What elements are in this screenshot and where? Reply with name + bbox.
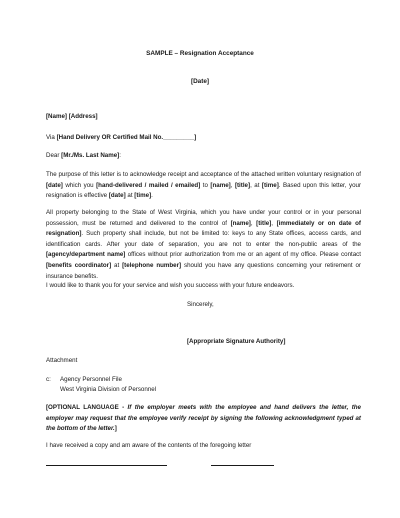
p2-agency: [agency/department name]: [46, 251, 126, 259]
p1-text-6: . Based upon this letter, your resignation is effective: [46, 181, 362, 200]
optional-language: [46, 403, 361, 435]
p1-delivery: [hand-delivered / mailed / emailed]: [96, 181, 201, 189]
p2-telephone: [telephone number]: [122, 261, 182, 269]
p2-timing: [immediately or on date of resignation]: [46, 219, 361, 238]
acknowledgment-text: I have received a copy and am aware of the contents of the foregoing letter: [46, 442, 252, 449]
p1-text-8: .: [151, 192, 153, 200]
paragraph-thanks: I would like to thank you for your service and wish you success with your future endeavors.: [46, 282, 295, 289]
p2-text-6: at: [111, 261, 123, 269]
p2-benefits-coordinator: [benefits coordinator]: [46, 261, 112, 269]
closing: Sincerely,: [187, 301, 214, 308]
p2-text-1: All property belonging to the State of West Virginia, which you have under your control or in your personal possession, must be returned and delivered to the control of: [46, 209, 361, 227]
delivery-method-line: [46, 133, 361, 144]
cc-line-2: West Virginia Division of Personnel: [60, 386, 157, 393]
p2-text-7: should you have any questions concerning your retirement or insurance benefits.: [46, 261, 361, 280]
p2-name: [name]: [230, 219, 251, 227]
salutation-prefix: Dear: [46, 152, 62, 159]
p1-effective-date: [date]: [108, 192, 126, 200]
delivery-method: [Hand Delivery OR Certified Mail No._________]: [56, 134, 197, 141]
p1-time: [time]: [261, 181, 279, 189]
salutation-suffix: :: [119, 152, 121, 159]
optional-body: If the employer meets with the employee and hand delivers the letter, the employer may request that the employee verify receipt by signing the following acknowledgment typed at the bottom of the letter.: [46, 404, 361, 433]
p1-name: [name]: [210, 181, 231, 189]
p1-effective-time: [time]: [134, 192, 152, 200]
salutation-name: [Mr./Ms. Last Name]: [61, 152, 120, 159]
cc-line-1: Agency Personnel File: [60, 376, 122, 383]
letter-date: [Date]: [190, 78, 210, 85]
recipient-address: [Name] [Address]: [46, 113, 98, 120]
p1-date: [date]: [46, 181, 63, 189]
p1-text-1: The purpose of this letter is to acknowledge receipt and acceptance of the attached written voluntary resignation of: [46, 171, 361, 178]
p1-title: [title]: [234, 181, 251, 189]
letter-title: SAMPLE – Resignation Acceptance: [146, 50, 254, 57]
p1-text-7: at: [125, 192, 135, 200]
cc-label: c:: [46, 376, 51, 383]
optional-label: [OPTIONAL LANGUAGE -: [46, 404, 128, 411]
attachment-label: Attachment: [46, 357, 78, 364]
employee-signature-line: [46, 465, 167, 466]
via-prefix: Via: [46, 134, 57, 141]
p2-text-2: ,: [250, 219, 257, 227]
p2-text-4: . Such property shall include, but not be limited to: keys to any State offices, access cards, and identification cards. After your date of separation, you are not to enter the non-public areas of the: [46, 230, 361, 248]
p1-text-2: which you: [62, 181, 97, 189]
paragraph-property: [46, 208, 361, 282]
signature-authority: [Appropriate Signature Authority]: [187, 338, 286, 345]
p1-text-4: ,: [230, 181, 235, 189]
p2-text-3: ,: [271, 219, 277, 227]
p2-text-5: offices without prior authorization from me or an agent of my office. Please contact: [125, 251, 361, 259]
paragraph-acknowledgment: [46, 170, 361, 202]
salutation: [46, 151, 361, 162]
date-signature-line: [211, 465, 274, 466]
optional-end: ]: [114, 425, 117, 433]
p1-text-3: to: [200, 181, 211, 189]
p1-text-5: , at: [250, 181, 262, 189]
p2-title: [title]: [256, 219, 272, 227]
